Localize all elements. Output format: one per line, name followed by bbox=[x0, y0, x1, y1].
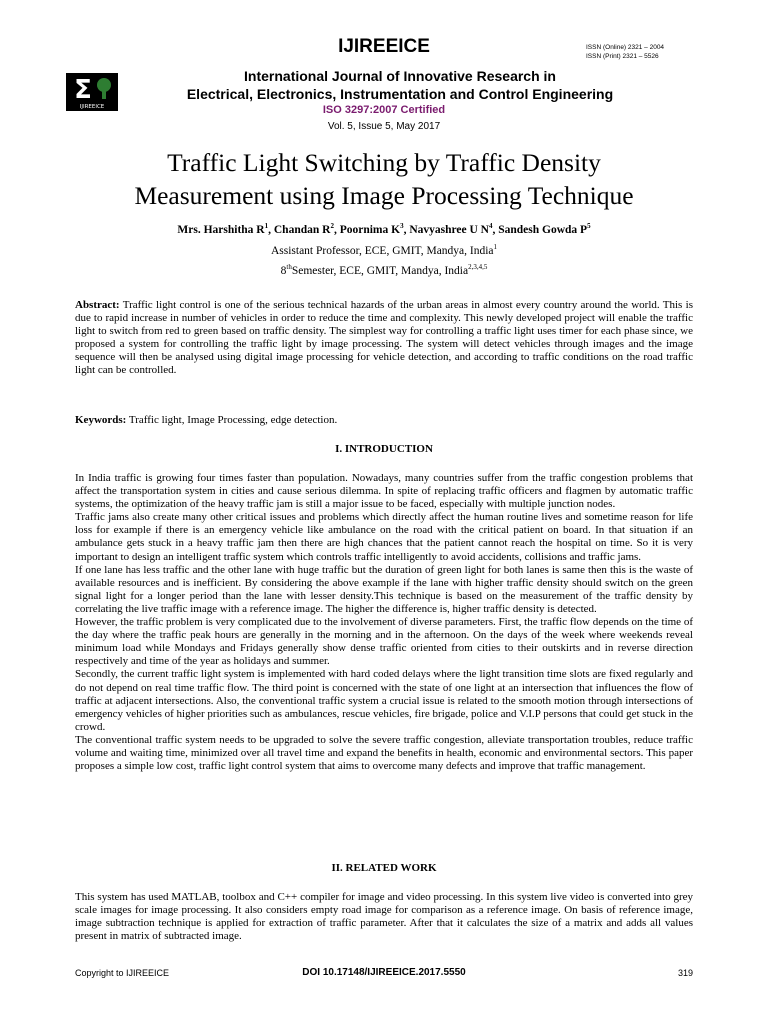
issn-online: ISSN (Online) 2321 – 2004 bbox=[586, 44, 665, 51]
issn-print: ISSN (Print) 2321 – 5526 bbox=[586, 52, 659, 60]
footer-doi: DOI 10.17148/IJIREEICE.2017.5550 bbox=[302, 967, 466, 978]
journal-code: IJIREEICE bbox=[338, 36, 430, 57]
paragraph: This system has used MATLAB, toolbox and C++ compiler for image and video processing. In this system live video is converted into grey scale images for image processing. It also considers empty road image for comparison as a reference image. On basis of reference image, image subtraction technique is applied for extraction of traffic parameter. After that it calculates the size of a matrix and adds all values present in matrix of subtracted image. bbox=[75, 891, 693, 943]
introduction-body bbox=[75, 472, 693, 773]
author-name: Mrs. Harshitha R bbox=[177, 224, 265, 236]
paragraph: However, the traffic problem is very complicated due to the involvement of diverse parameters. First, the traffic flow depends on the time of the day where the traffic peak hours are generally in the morning and in the afternoon. On the days of the week where weekends reveal minimum load while Mondays and Fridays generally show dense traffic oriented from cities to their outskirts and in reverse direction respectively and time of the year as holidays and summer. bbox=[75, 616, 693, 668]
author-sup: 3 bbox=[400, 222, 404, 230]
author-name: Poornima K bbox=[339, 224, 401, 236]
abstract-text: Traffic light control is one of the serious technical hazards of the urban areas in almost every country around the world. This is due to rapid increase in number of vehicles in order to reduce the time and complexity. This newly developed project will enable the traffic light to switch from red to green based on traffic density. The simplest way for controlling a traffic light uses timer for each phase since, we proposed a system for controlling the traffic light by image processing. The system will detect vehicles through images and the image sequence will then be analysed using digital image processing for vehicle detection, and according to traffic conditions on the road traffic light can be controlled. bbox=[75, 299, 693, 377]
related-work-body bbox=[75, 891, 693, 943]
journal-name-line1: International Journal of Innovative Research in bbox=[244, 68, 556, 84]
keywords-label: Keywords: bbox=[75, 414, 127, 426]
keywords bbox=[75, 414, 693, 427]
paper-title bbox=[0, 146, 768, 212]
footer-copyright: Copyright to IJIREEICE bbox=[75, 968, 170, 978]
author-name: Chandan R bbox=[273, 224, 331, 236]
logo-text: IJIREEICE bbox=[79, 104, 105, 110]
paragraph: Secondly, the current traffic light system is implemented with hard coded delays where the light transition time slots are fixed regularly and do not depend on real time traffic flow. The third point is concerned with the state of one light at an intersection that influences the flow of traffic at adjacent intersections. Also, the conventional traffic system a crucial issue is related to the smooth motion through intersections of emergency vehicles of higher priorities such as ambulances, rescue vehicles, fire brigade, police and V.I.P persons that could get stuck in the crowd. bbox=[75, 668, 693, 733]
footer-page-number: 319 bbox=[677, 968, 693, 978]
title-line1: Traffic Light Switching by Traffic Density bbox=[167, 148, 601, 177]
paragraph: In India traffic is growing four times faster than population. Nowadays, many countries suffer from the traffic congestion problems that affect the transportation system in cities and cause serious dilemma. In spite of replacing traffic officers and flagmen by automatic traffic systems, the optimization of the heavy traffic jam is still a major issue to be faced, especially with multiple junction nodes. bbox=[75, 472, 693, 511]
paragraph: Traffic jams also create many other critical issues and problems which directly affect the human routine lives and sometime reason for life loss for example if there is an emergency vehicle like ambulance on the road with the critical patient on board. In that situation if an ambulance gets stuck in a heavy traffic jam then there are high chances that the patient cannot reach the hospital on time. So it is very important to design an intelligent traffic system which controls traffic intelligently to avoid accidents, collisions and traffic jams. bbox=[75, 511, 693, 563]
author-name: Sandesh Gowda P bbox=[498, 224, 588, 236]
issn-block bbox=[586, 44, 696, 61]
author-list: Mrs. Harshitha $R^1$, Chandan $R^2$, Poornima $K^3$, Navyashree U $N^4$, Sandesh Gowda $P^5$ bbox=[177, 222, 591, 236]
author-sup: 2 bbox=[330, 222, 334, 230]
affiliation-2: 8thSemester, ECE, GMIT, Mandya, India$^{2,3,4,5}$ bbox=[280, 263, 488, 277]
svg-text:Σ: Σ bbox=[74, 75, 92, 105]
author-sup: 4 bbox=[488, 222, 493, 230]
abstract bbox=[75, 299, 693, 378]
volume-issue: Vol. 5, Issue 5, May 2017 bbox=[327, 121, 441, 132]
paragraph: The conventional traffic system needs to be upgraded to solve the severe traffic congestion, alleviate transportation troubles, reduce traffic volume and waiting time, minimized over all travel time and expand the benefits in health, economic and environmental sectors. This paper proposes a simple low cost, traffic light control system that aims to overcome many defects and improve that traffic management. bbox=[75, 733, 693, 773]
author-sup: 5 bbox=[587, 222, 591, 230]
abstract-label: Abstract: bbox=[75, 299, 120, 311]
section-heading-related-work: II. RELATED WORK bbox=[331, 862, 437, 874]
section-heading-introduction: I. INTRODUCTION bbox=[335, 443, 433, 455]
keywords-text: Traffic light, Image Processing, edge detection. bbox=[126, 414, 338, 426]
journal-name-line2: Electrical, Electronics, Instrumentation and Control Engineering bbox=[186, 86, 614, 102]
affiliation-1: Assistant Professor, ECE, GMIT, Mandya, India$^1$ bbox=[270, 243, 498, 257]
iso-certification: ISO 3297:2007 Certified bbox=[322, 104, 446, 116]
author-sup: 1 bbox=[264, 222, 269, 230]
journal-name bbox=[120, 67, 680, 103]
paragraph: If one lane has less traffic and the other lane with huge traffic but the duration of green light for both lanes is same then this is the waste of available resources and is inefficient. By considering the above example if the lane with higher traffic density should switch on the green signal light for a longer period than the lane with lesser density.This technique is based on the measurement of the traffic density by correlating the live traffic image with a reference image. The higher the difference is, higher traffic density is detected. bbox=[75, 563, 693, 615]
author-name: Navyashree U N bbox=[409, 224, 489, 236]
title-line2: Measurement using Image Processing Technique bbox=[134, 181, 634, 210]
